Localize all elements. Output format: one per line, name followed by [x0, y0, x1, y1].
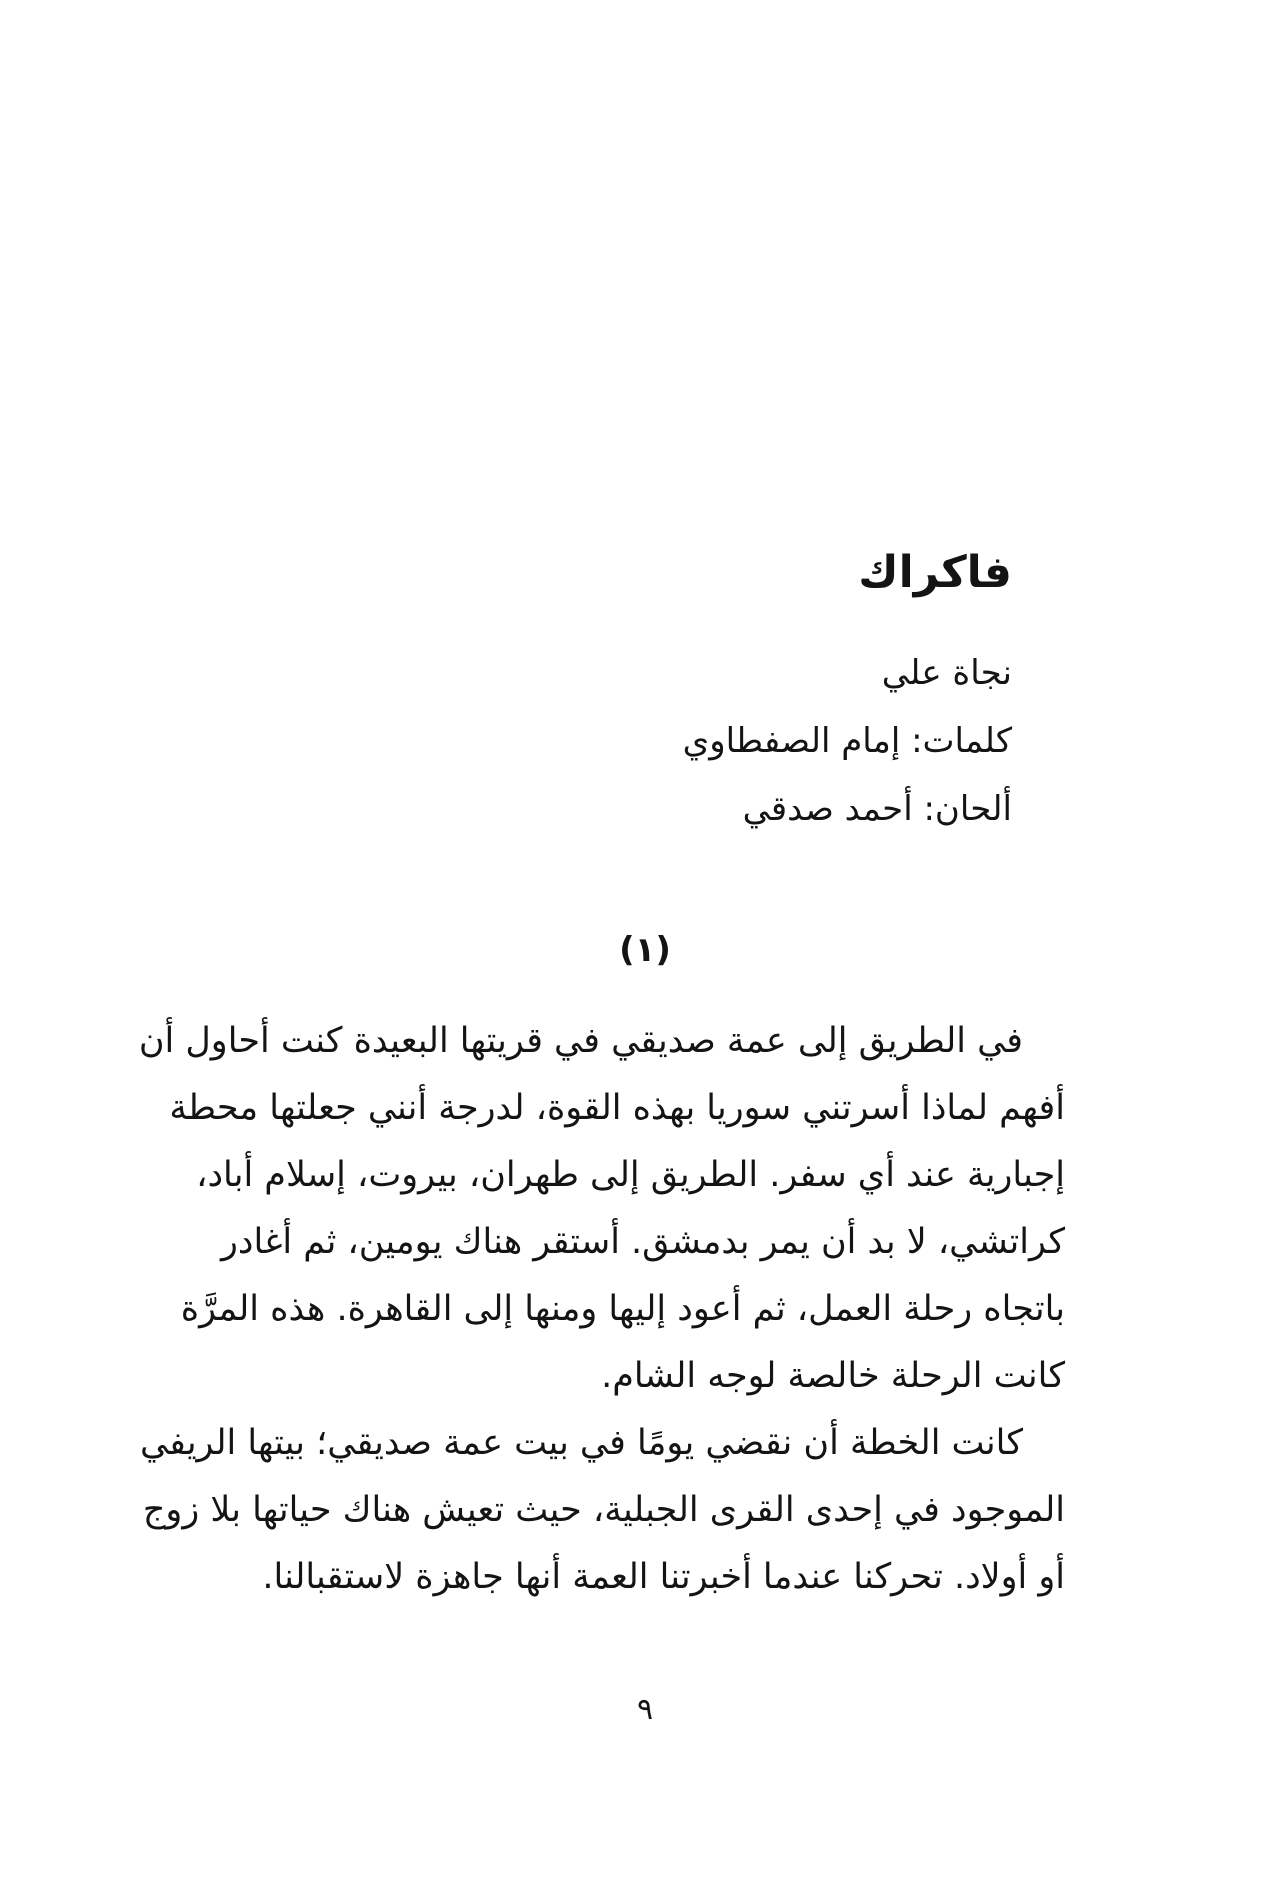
- paragraph-line: باتجاه رحلة العمل، ثم أعود إليها ومنها إلى القاهرة. هذه المرَّة: [180, 1289, 1065, 1329]
- paragraph-line: أفهم لماذا أسرتني سوريا بهذه القوة، لدرجة أنني جعلتها محطة: [169, 1088, 1065, 1128]
- body-text: [138, 1008, 1065, 1611]
- credit-lyrics: كلمات: إمام الصفطاوي: [682, 720, 1012, 761]
- credit-author: نجاة علي: [881, 652, 1012, 693]
- paragraph-line: الموجود في إحدى القرى الجبلية، حيث تعيش هناك حياتها بلا زوج: [142, 1490, 1065, 1530]
- paragraph-1: [138, 1008, 1065, 1410]
- section-number: (١): [619, 930, 671, 970]
- credit-composer: ألحان: أحمد صدقي: [742, 788, 1012, 829]
- song-title: فاكراك: [858, 547, 1012, 598]
- paragraph-line: كانت الرحلة خالصة لوجه الشام.: [601, 1356, 1065, 1396]
- paragraph-line: إجبارية عند أي سفر. الطريق إلى طهران، بيروت، إسلام أباد،: [196, 1155, 1065, 1195]
- paragraph-line: أو أولاد. تحركنا عندما أخبرتنا العمة أنها جاهزة لاستقبالنا.: [262, 1557, 1065, 1597]
- paragraph-line: كراتشي، لا بد أن يمر بدمشق. أستقر هناك يومين، ثم أغادر: [220, 1222, 1065, 1262]
- paragraph-2: [139, 1410, 1065, 1611]
- paragraph-line: في الطريق إلى عمة صديقي في قريتها البعيدة كنت أحاول أن: [138, 1021, 1023, 1061]
- page-number: ٩: [636, 1692, 654, 1727]
- paragraph-line: كانت الخطة أن نقضي يومًا في بيت عمة صديقي؛ بيتها الريفي: [139, 1423, 1023, 1463]
- heading-block: [225, 548, 1065, 843]
